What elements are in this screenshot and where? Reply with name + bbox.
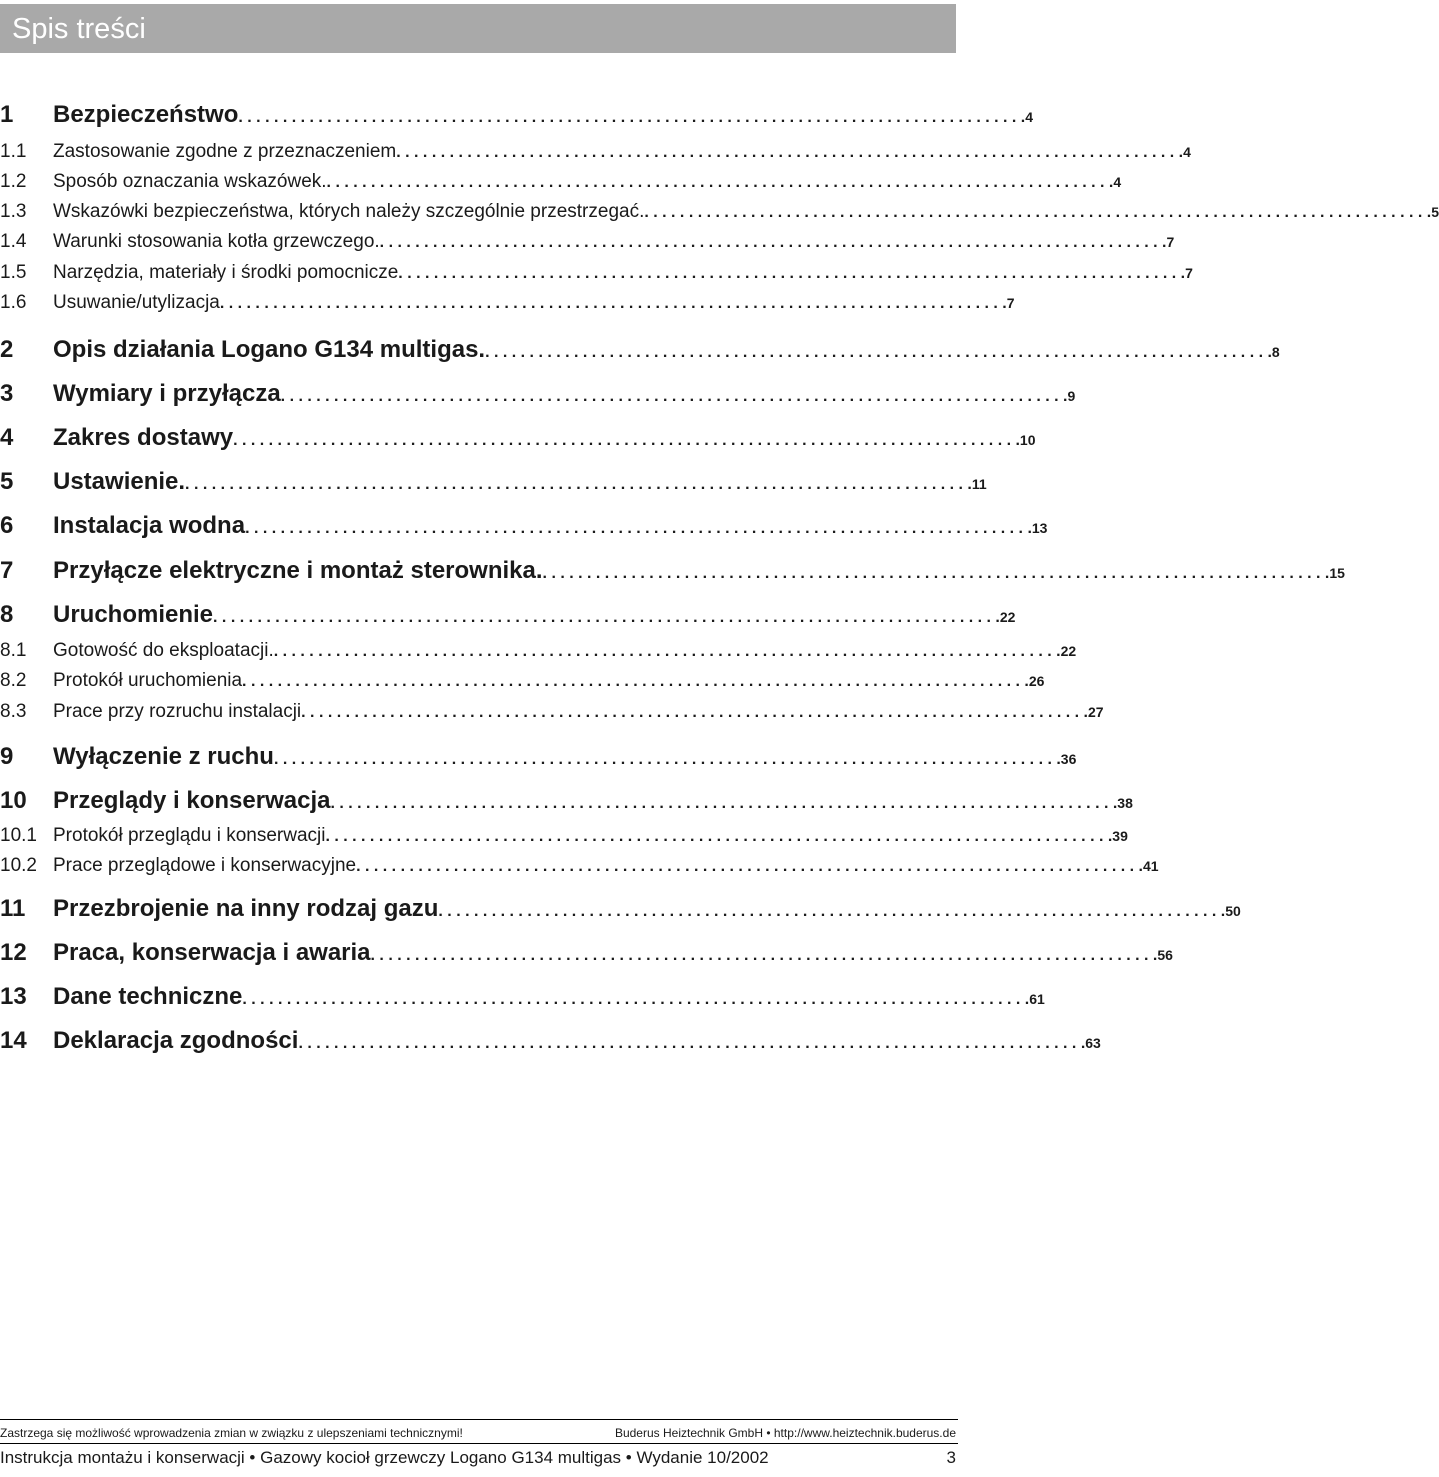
toc-section[interactable]: [0, 141, 1191, 163]
toc-dot-leader: . . . . . . . . . . . . . . . . . . . . . . . . . . . . . . . . . . . . . . . . . . . . . . . . . . . . . . . . . . . . . . . . . . . . . . . . . . . . . . . . . . . . . . . . .: [396, 144, 1184, 161]
toc-chapter[interactable]: [0, 601, 1016, 629]
toc-dot-leader: . . . . . . . . . . . . . . . . . . . . . . . . . . . . . . . . . . . . . . . . . . . . . . . . . . . . . . . . . . . . . . . . . . . . . . . . . . . . . . . . . . . . . . . . .: [280, 388, 1068, 405]
toc-dot-leader: . . . . . . . . . . . . . . . . . . . . . . . . . . . . . . . . . . . . . . . . . . . . . . . . . . . . . . . . . . . . . . . . . . . . . . . . . . . . . . . . . . . . . . . . .: [242, 991, 1030, 1008]
footer-company: Buderus Heiztechnik GmbH • http://www.heiztechnik.buderus.de: [614, 1426, 956, 1440]
toc-title: Sposób oznaczania wskazówek.: [53, 171, 327, 192]
toc-number: 5: [0, 468, 14, 495]
toc-dot-leader: . . . . . . . . . . . . . . . . . . . . . . . . . . . . . . . . . . . . . . . . . . . . . . . . . . . . . . . . . . . . . . . . . . . . . . . . . . . . . . . . . . . . . . . . .: [398, 265, 1186, 282]
toc-dot-leader: . . . . . . . . . . . . . . . . . . . . . . . . . . . . . . . . . . . . . . . . . . . . . . . . . . . . . . . . . . . . . . . . . . . . . . . . . . . . . . . . . . . . . . . . .: [185, 476, 972, 493]
toc-title: Prace przeglądowe i konserwacyjne: [53, 855, 357, 876]
toc-title: Ustawienie.: [53, 468, 186, 495]
toc-page-number: 4: [1183, 144, 1191, 160]
toc-page-number: 9: [1067, 388, 1076, 404]
toc-title: Zastosowanie zgodne z przeznaczeniem: [53, 141, 397, 162]
toc-title: Wskazówki bezpieczeństwa, których należy szczególnie przestrzegać.: [53, 201, 645, 222]
toc-chapter[interactable]: [0, 787, 1133, 815]
toc-title: Opis działania Logano G134 multigas.: [53, 336, 486, 363]
toc-section[interactable]: [0, 670, 1045, 692]
toc-number: 2: [0, 336, 14, 363]
toc-dot-leader: . . . . . . . . . . . . . . . . . . . . . . . . . . . . . . . . . . . . . . . . . . . . . . . . . . . . . . . . . . . . . . . . . . . . . . . . . . . . . . . . . . . . . . . . .: [325, 828, 1113, 845]
toc-number: 10.1: [0, 825, 37, 846]
toc-title: Instalacja wodna: [53, 512, 246, 539]
page-title: Spis treści: [12, 13, 146, 45]
toc-number: 1.1: [0, 141, 27, 162]
toc-page-number: 39: [1112, 828, 1128, 844]
toc-number: 1.5: [0, 262, 27, 283]
toc-dot-leader: . . . . . . . . . . . . . . . . . . . . . . . . . . . . . . . . . . . . . . . . . . . . . . . . . . . . . . . . . . . . . . . . . . . . . . . . . . . . . . . . . . . . . . . . .: [219, 295, 1007, 312]
footer-document-title: Instrukcja montażu i konserwacji • Gazowy kocioł grzewczy Logano G134 multigas • Wydanie 10/2002: [0, 1448, 769, 1467]
toc-title: Warunki stosowania kotła grzewczego.: [53, 231, 380, 252]
toc-title: Przezbrojenie na inny rodzaj gazu: [53, 895, 439, 922]
toc-number: 12: [0, 939, 27, 966]
toc-dot-leader: . . . . . . . . . . . . . . . . . . . . . . . . . . . . . . . . . . . . . . . . . . . . . . . . . . . . . . . . . . . . . . . . . . . . . . . . . . . . . . . . . . . . . . . . .: [213, 609, 1000, 626]
toc-number: 1.6: [0, 292, 27, 313]
toc-title: Wymiary i przyłącza: [53, 380, 281, 407]
toc-page-number: 27: [1087, 704, 1104, 720]
toc-page-number: 7: [1185, 265, 1193, 281]
toc-title: Wyłączenie z ruchu: [53, 743, 274, 770]
toc-title: Zakres dostawy: [53, 424, 234, 451]
toc-section[interactable]: [0, 825, 1128, 847]
toc-page-number: 5: [1431, 204, 1439, 220]
toc-number: 1.4: [0, 231, 27, 252]
toc-dot-leader: . . . . . . . . . . . . . . . . . . . . . . . . . . . . . . . . . . . . . . . . . . . . . . . . . . . . . . . . . . . . . . . . . . . . . . . . . . . . . . . . . . . . . . . . .: [245, 520, 1032, 537]
toc-number: 11: [0, 895, 26, 922]
toc-title: Deklaracja zgodności: [53, 1027, 299, 1054]
footer-divider-bottom: [0, 1443, 958, 1444]
toc-dot-leader: . . . . . . . . . . . . . . . . . . . . . . . . . . . . . . . . . . . . . . . . . . . . . . . . . . . . . . . . . . . . . . . . . . . . . . . . . . . . . . . . . . . . . . . . .: [273, 751, 1061, 768]
toc-dot-leader: . . . . . . . . . . . . . . . . . . . . . . . . . . . . . . . . . . . . . . . . . . . . . . . . . . . . . . . . . . . . . . . . . . . . . . . . . . . . . . . . . . . . . . . . .: [356, 858, 1143, 875]
toc-dot-leader: . . . . . . . . . . . . . . . . . . . . . . . . . . . . . . . . . . . . . . . . . . . . . . . . . . . . . . . . . . . . . . . . . . . . . . . . . . . . . . . . . . . . . . . . .: [438, 903, 1226, 920]
toc-dot-leader: . . . . . . . . . . . . . . . . . . . . . . . . . . . . . . . . . . . . . . . . . . . . . . . . . . . . . . . . . . . . . . . . . . . . . . . . . . . . . . . . . . . . . . . . .: [273, 643, 1061, 660]
toc-section[interactable]: [0, 262, 1193, 284]
toc-chapter[interactable]: [0, 424, 1036, 452]
toc-title: Gotowość do eksploatacji.: [53, 640, 274, 661]
toc-title: Prace przy rozruchu instalacji: [53, 701, 302, 722]
toc-chapter[interactable]: [0, 895, 1241, 923]
toc-dot-leader: . . . . . . . . . . . . . . . . . . . . . . . . . . . . . . . . . . . . . . . . . . . . . . . . . . . . . . . . . . . . . . . . . . . . . . . . . . . . . . . . . . . . . . . . .: [233, 432, 1020, 449]
toc-dot-leader: . . . . . . . . . . . . . . . . . . . . . . . . . . . . . . . . . . . . . . . . . . . . . . . . . . . . . . . . . . . . . . . . . . . . . . . . . . . . . . . . . . . . . . . . .: [298, 1035, 1086, 1052]
toc-dot-leader: . . . . . . . . . . . . . . . . . . . . . . . . . . . . . . . . . . . . . . . . . . . . . . . . . . . . . . . . . . . . . . . . . . . . . . . . . . . . . . . . . . . . . . . . .: [485, 344, 1272, 361]
toc-title: Uruchomienie: [53, 601, 214, 628]
footer-divider: [0, 1419, 958, 1420]
toc-page-number: 10: [1019, 432, 1036, 448]
toc-chapter[interactable]: [0, 983, 1045, 1011]
toc-page-number: 15: [1329, 565, 1345, 581]
toc-chapter[interactable]: [0, 101, 1034, 129]
toc-section[interactable]: [0, 640, 1077, 662]
toc-number: 1: [0, 101, 14, 128]
toc-number: 1.3: [0, 201, 27, 222]
toc-dot-leader: . . . . . . . . . . . . . . . . . . . . . . . . . . . . . . . . . . . . . . . . . . . . . . . . . . . . . . . . . . . . . . . . . . . . . . . . . . . . . . . . . . . . . . . . .: [370, 947, 1158, 964]
toc-page-number: 7: [1166, 234, 1175, 250]
toc-number: 3: [0, 380, 14, 407]
toc-title: Bezpieczeństwo: [53, 101, 239, 128]
toc-page-number: 61: [1029, 991, 1045, 1007]
toc-dot-leader: . . . . . . . . . . . . . . . . . . . . . . . . . . . . . . . . . . . . . . . . . . . . . . . . . . . . . . . . . . . . . . . . . . . . . . . . . . . . . . . . . . . . . . . . .: [301, 704, 1088, 721]
toc-chapter[interactable]: [0, 939, 1173, 967]
toc-dot-leader: . . . . . . . . . . . . . . . . . . . . . . . . . . . . . . . . . . . . . . . . . . . . . . . . . . . . . . . . . . . . . . . . . . . . . . . . . . . . . . . . . . . . . . . . .: [326, 174, 1114, 191]
toc-number: 13: [0, 983, 27, 1010]
toc-number: 6: [0, 512, 14, 539]
toc-page-number: 38: [1117, 795, 1133, 811]
toc-title: Protokół uruchomienia: [53, 670, 243, 691]
toc-number: 4: [0, 424, 14, 451]
toc-chapter[interactable]: [0, 1027, 1101, 1055]
toc-section[interactable]: [0, 201, 1439, 223]
toc-number: 8.1: [0, 640, 27, 661]
toc-dot-leader: . . . . . . . . . . . . . . . . . . . . . . . . . . . . . . . . . . . . . . . . . . . . . . . . . . . . . . . . . . . . . . . . . . . . . . . . . . . . . . . . . . . . . . . . .: [542, 565, 1330, 582]
toc-section[interactable]: [0, 231, 1175, 253]
toc-page-number: 41: [1142, 858, 1159, 874]
toc-page-number: 4: [1113, 174, 1122, 190]
toc-dot-leader: . . . . . . . . . . . . . . . . . . . . . . . . . . . . . . . . . . . . . . . . . . . . . . . . . . . . . . . . . . . . . . . . . . . . . . . . . . . . . . . . . . . . . . . . .: [238, 109, 1026, 126]
toc-page-number: 63: [1085, 1035, 1101, 1051]
toc-section[interactable]: [0, 171, 1122, 193]
toc-chapter[interactable]: [0, 743, 1077, 771]
toc-number: 9: [0, 743, 14, 770]
toc-page-number: 8: [1271, 344, 1280, 360]
toc-page-number: 11: [971, 476, 987, 492]
toc-title: Usuwanie/utylizacja: [53, 292, 220, 313]
toc-chapter[interactable]: [0, 557, 1345, 585]
toc-page-number: 22: [999, 609, 1016, 625]
header-bar: [0, 4, 956, 53]
toc-page-number: 4: [1025, 109, 1034, 125]
toc-dot-leader: . . . . . . . . . . . . . . . . . . . . . . . . . . . . . . . . . . . . . . . . . . . . . . . . . . . . . . . . . . . . . . . . . . . . . . . . . . . . . . . . . . . . . . . . .: [644, 204, 1432, 221]
toc-page-number: 22: [1060, 643, 1077, 659]
toc-dot-leader: . . . . . . . . . . . . . . . . . . . . . . . . . . . . . . . . . . . . . . . . . . . . . . . . . . . . . . . . . . . . . . . . . . . . . . . . . . . . . . . . . . . . . . . . .: [242, 673, 1029, 690]
toc-chapter[interactable]: [0, 512, 1048, 540]
toc-title: Dane techniczne: [53, 983, 243, 1010]
toc-page-number: 13: [1031, 520, 1048, 536]
toc-chapter[interactable]: [0, 336, 1280, 364]
page-number: 3: [946, 1448, 956, 1467]
toc-number: 8.2: [0, 670, 27, 691]
toc-page-number: 36: [1060, 751, 1077, 767]
toc-title: Protokół przeglądu i konserwacji: [53, 825, 326, 846]
toc-number: 7: [0, 557, 14, 584]
toc-number: 8.3: [0, 701, 27, 722]
toc-number: 8: [0, 601, 14, 628]
toc-number: 10.2: [0, 855, 37, 876]
footer-disclaimer: Zastrzega się możliwość wprowadzenia zmian w związku z ulepszeniami technicznymi!: [0, 1426, 463, 1440]
toc-section[interactable]: [0, 701, 1104, 723]
toc-number: 10: [0, 787, 27, 814]
toc-page-number: 7: [1006, 295, 1015, 311]
toc-section[interactable]: [0, 292, 1015, 314]
toc-page-number: 56: [1157, 947, 1173, 963]
toc-dot-leader: . . . . . . . . . . . . . . . . . . . . . . . . . . . . . . . . . . . . . . . . . . . . . . . . . . . . . . . . . . . . . . . . . . . . . . . . . . . . . . . . . . . . . . . . .: [379, 234, 1167, 251]
toc-title: Przyłącze elektryczne i montaż sterownika.: [53, 557, 543, 584]
toc-chapter[interactable]: [0, 380, 1076, 408]
toc-title: Praca, konserwacja i awaria: [53, 939, 371, 966]
toc-title: Narzędzia, materiały i środki pomocnicze: [53, 262, 399, 283]
toc-page-number: 26: [1028, 673, 1045, 689]
toc-dot-leader: . . . . . . . . . . . . . . . . . . . . . . . . . . . . . . . . . . . . . . . . . . . . . . . . . . . . . . . . . . . . . . . . . . . . . . . . . . . . . . . . . . . . . . . . .: [330, 795, 1118, 812]
toc-title: Przeglądy i konserwacja: [53, 787, 331, 814]
toc-page-number: 50: [1225, 903, 1241, 919]
toc-chapter[interactable]: [0, 468, 987, 496]
toc-section[interactable]: [0, 855, 1159, 877]
toc-number: 1.2: [0, 171, 27, 192]
toc-number: 14: [0, 1027, 27, 1054]
